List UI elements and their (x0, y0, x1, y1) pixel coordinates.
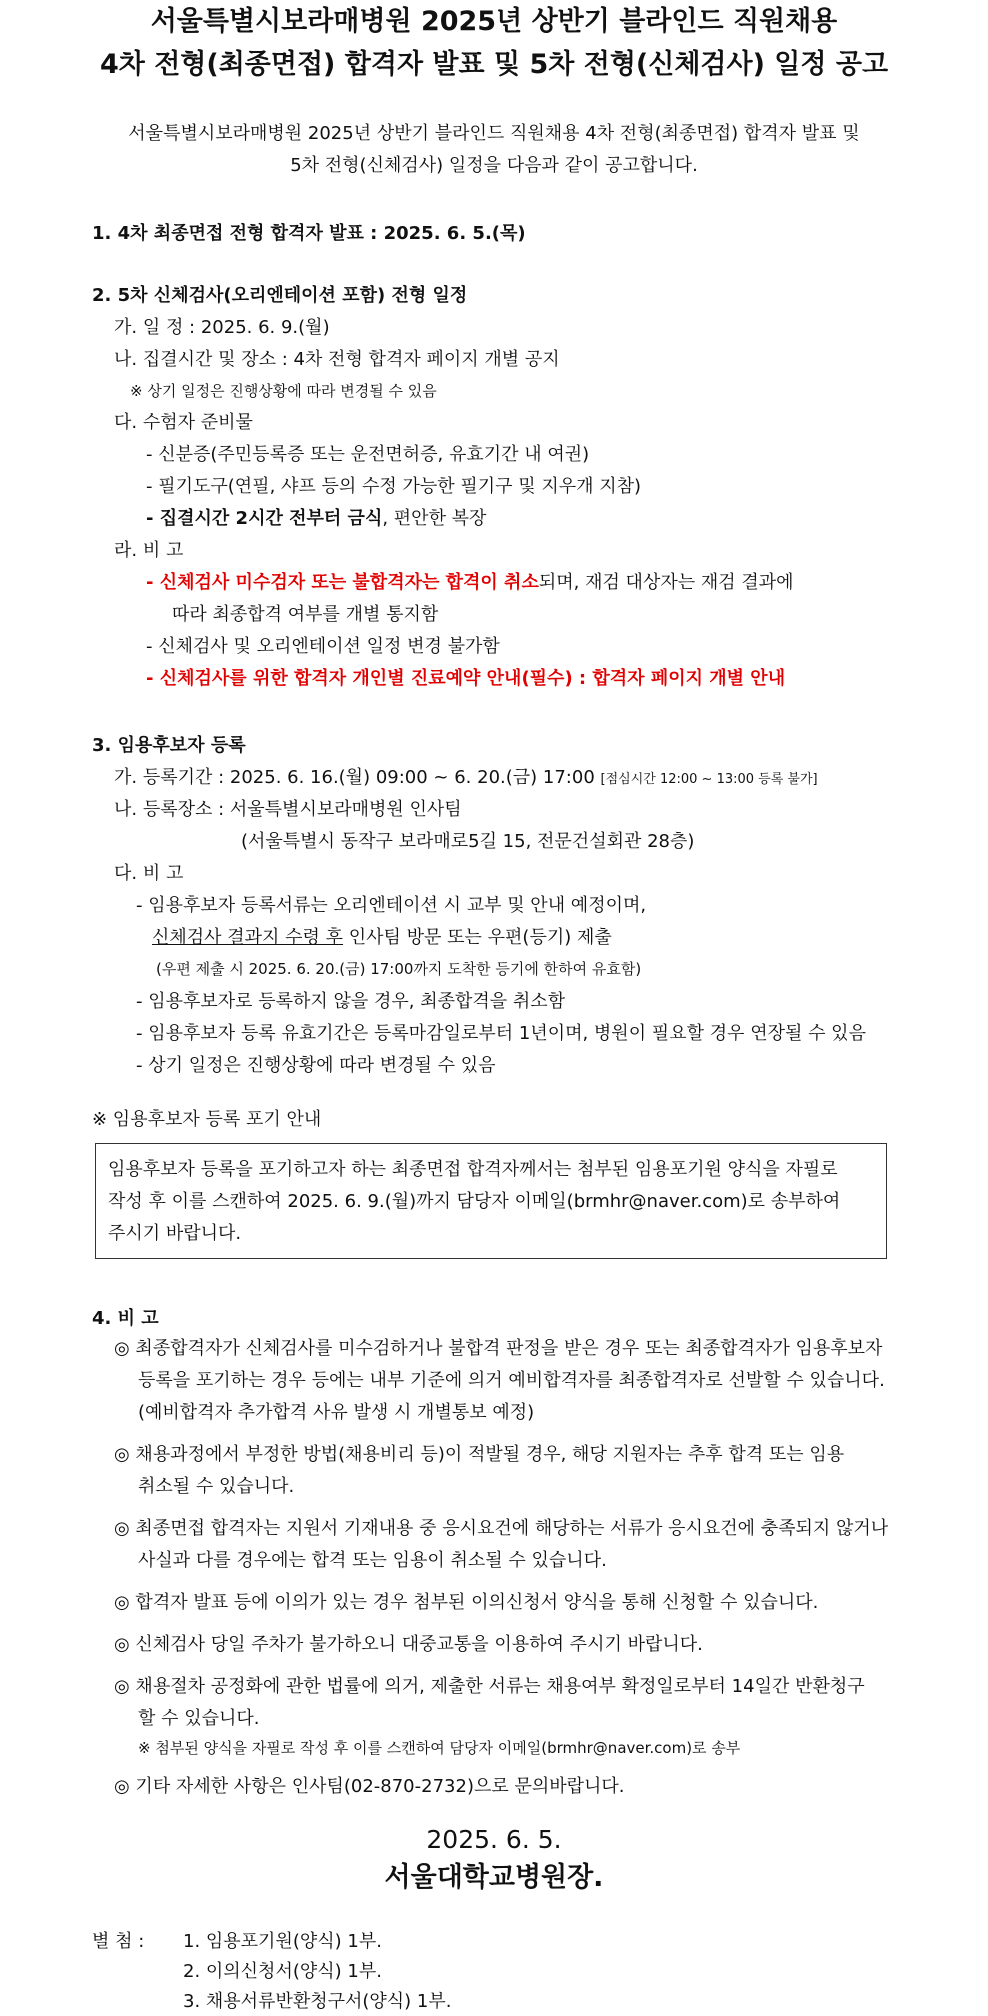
registration-item-1: - 임용후보자 등록서류는 오리엔테이션 시 교부 및 안내 예정이며, (136, 895, 647, 916)
attachments-label: 별 첨 : (92, 1931, 145, 1952)
announcement-date: 2025. 6. 5. (426, 1825, 562, 1854)
physical-exam-date: 가. 일 정 : 2025. 6. 9.(월) (114, 317, 330, 338)
waiver-line-1: 임용후보자 등록을 포기하고자 하는 최종면접 합격자께서는 첨부된 임용포기원 양식을 자필로 (108, 1159, 838, 1180)
prep-heading: 다. 수험자 준비물 (114, 412, 253, 433)
mail-submission-note: (우편 제출 시 2025. 6. 20.(금) 17:00까지 도착한 등기에 한하여 유효함) (156, 960, 642, 978)
prep-item-id: - 신분증(주민등록증 또는 운전면허증, 유효기간 내 여권) (146, 444, 590, 465)
waiver-heading: ※ 임용후보자 등록 포기 안내 (92, 1109, 322, 1130)
remark-1 (146, 571, 794, 594)
intro-paragraph (0, 118, 988, 182)
note-1-line-2: 등록을 포기하는 경우 등에는 내부 기준에 의거 예비합격자를 최종합격자로 선발할 수 있습니다. (138, 1370, 885, 1391)
result-receipt-underlined: 신체검사 결과지 수령 후 (152, 927, 344, 948)
waiver-line-3: 주시기 바랍니다. (108, 1223, 242, 1244)
waiver-box (95, 1143, 887, 1259)
registration-item-2: - 임용후보자로 등록하지 않을 경우, 최종합격을 취소함 (136, 991, 566, 1012)
remark-2: - 신체검사 및 오리엔테이션 일정 변경 불가함 (146, 636, 500, 657)
attachment-1: 1. 임용포기원(양식) 1부. (183, 1931, 382, 1952)
submit-method-text: 인사팀 방문 또는 우편(등기) 제출 (343, 927, 612, 948)
note-6-line-1: ◎ 채용절차 공정화에 관한 법률에 의거, 제출한 서류는 채용여부 확정일로부터 14일간 반환청구 (114, 1676, 865, 1697)
registration-period-text: 가. 등록기간 : 2025. 6. 16.(월) 09:00 ~ 6. 20.(금) 17:00 (114, 767, 595, 788)
section-3-heading: 3. 임용후보자 등록 (92, 735, 246, 756)
title-line-2: 4차 전형(최종면접) 합격자 발표 및 5차 전형(신체검사) 일정 공고 (99, 49, 889, 80)
remark-heading: 라. 비 고 (114, 540, 184, 561)
note-6-line-2: 할 수 있습니다. (138, 1708, 260, 1729)
fasting-rest-text: , 편안한 복장 (382, 508, 487, 529)
note-4: ◎ 합격자 발표 등에 이의가 있는 경우 첨부된 이의신청서 양식을 통해 신청할 수 있습니다. (114, 1592, 819, 1613)
note-2-line-2: 취소될 수 있습니다. (138, 1476, 295, 1497)
note-5: ◎ 신체검사 당일 주차가 불가하오니 대중교통을 이용하여 주시기 바랍니다. (114, 1634, 703, 1655)
lunch-break-note: [점심시간 12:00 ~ 13:00 등록 불가] (600, 772, 818, 787)
prep-item-stationery: - 필기도구(연필, 샤프 등의 수정 가능한 필기구 및 지우개 지참) (146, 476, 642, 497)
title-line-1: 서울특별시보라매병원 2025년 상반기 블라인드 직원채용 (150, 6, 838, 37)
attachment-3: 3. 채용서류반환청구서(양식) 1부. (183, 1991, 452, 2012)
registration-address: (서울특별시 동작구 보라매로5길 15, 전문건설회관 28층) (241, 831, 695, 852)
section-3-remark-heading: 다. 비 고 (114, 863, 184, 884)
note-7-contact: ◎ 기타 자세한 사항은 인사팀(02-870-2732)으로 문의바랍니다. (114, 1776, 625, 1797)
fasting-bold-text: - 집결시간 2시간 전부터 금식 (146, 508, 383, 529)
registration-item-4: - 상기 일정은 진행상황에 따라 변경될 수 있음 (136, 1055, 496, 1076)
remark-1-red-text: - 신체검사 미수검자 또는 불합격자는 합격이 취소 (146, 572, 539, 593)
waiver-line-2: 작성 후 이를 스캔하여 2025. 6. 9.(월)까지 담당자 이메일(brmhr@naver.com)로 송부하여 (108, 1191, 841, 1212)
registration-place: 나. 등록장소 : 서울특별시보라매병원 인사팀 (114, 799, 462, 820)
registration-item-3: - 임용후보자 등록 유효기간은 등록마감일로부터 1년이며, 병원이 필요할 경우 연장될 수 있음 (136, 1023, 866, 1044)
remark-1-rest-text: 되며, 재검 대상자는 재검 결과에 (538, 572, 794, 593)
attachment-2: 2. 이의신청서(양식) 1부. (183, 1961, 382, 1982)
note-2-line-1: ◎ 채용과정에서 부정한 방법(채용비리 등)이 적발될 경우, 해당 지원자는 추후 합격 또는 임용 (114, 1444, 845, 1465)
intro-line-1: 서울특별시보라매병원 2025년 상반기 블라인드 직원채용 4차 전형(최종면접) 합격자 발표 및 (128, 123, 860, 144)
note-3-line-2: 사실과 다를 경우에는 합격 또는 임용이 취소될 수 있습니다. (138, 1550, 607, 1571)
section-1-heading: 1. 4차 최종면접 전형 합격자 발표 : 2025. 6. 5.(목) (92, 223, 526, 244)
prep-item-fasting (146, 507, 486, 530)
note-6-form-note: ※ 첨부된 양식을 자필로 작성 후 이를 스캔하여 담당자 이메일(brmhr@naver.com)로 송부 (138, 1739, 741, 1757)
section-4-heading: 4. 비 고 (92, 1308, 159, 1329)
registration-period (114, 766, 818, 789)
note-1-line-1: ◎ 최종합격자가 신체검사를 미수검하거나 불합격 판정을 받은 경우 또는 최종합격자가 임용후보자 (114, 1338, 883, 1359)
registration-item-1-cont (152, 926, 612, 949)
gathering-place: 나. 집결시간 및 장소 : 4차 전형 합격자 페이지 개별 공지 (114, 349, 560, 370)
schedule-change-note: ※ 상기 일정은 진행상황에 따라 변경될 수 있음 (130, 382, 437, 400)
remark-1-continued: 따라 최종합격 여부를 개별 통지함 (172, 604, 439, 625)
note-3-line-1: ◎ 최종면접 합격자는 지원서 기재내용 중 응시요건에 해당하는 서류가 응시요건에 충족되지 않거나 (114, 1518, 889, 1539)
remark-3-reservation: - 신체검사를 위한 합격자 개인별 진료예약 안내(필수) : 합격자 페이지 개별 안내 (146, 668, 786, 689)
issuer-signature: 서울대학교병원장. (384, 1862, 604, 1893)
section-2-heading: 2. 5차 신체검사(오리엔테이션 포함) 전형 일정 (92, 285, 468, 306)
note-1-line-3: (예비합격자 추가합격 사유 발생 시 개별통보 예정) (138, 1402, 535, 1423)
intro-line-2: 5차 전형(신체검사) 일정을 다음과 같이 공고합니다. (290, 155, 698, 176)
